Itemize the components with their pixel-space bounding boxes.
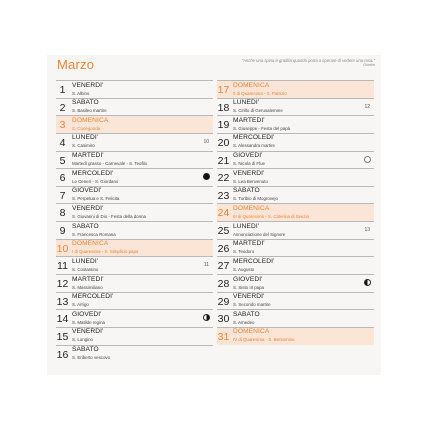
weekday-name: LUNEDI' [233, 222, 260, 230]
day-number: 2 [59, 101, 66, 114]
saint-name: IV di Quaresima - S. Beniamino [233, 337, 295, 343]
calendar-page [47, 55, 381, 375]
saint-name: S. Perpetua e S. Felicita [72, 196, 120, 202]
quote [225, 58, 375, 69]
weekday-name: SABATO [72, 346, 99, 354]
saint-name: S. Sisto III papa [233, 284, 264, 290]
day-row [217, 274, 374, 292]
weekday-name: DOMENICA [233, 204, 270, 212]
weekday-name: VENERDI' [72, 204, 104, 212]
day-number: 25 [217, 225, 230, 238]
weekday-name: SABATO [233, 187, 260, 195]
day-row [217, 221, 374, 239]
day-row [56, 115, 213, 133]
weekday-name: DOMENICA [72, 240, 109, 248]
full-moon-icon [364, 156, 371, 163]
day-number: 27 [217, 260, 230, 273]
day-row [56, 203, 213, 221]
weekday-name: VENERDI' [72, 81, 104, 89]
saint-name: S. Basileo martire [72, 108, 107, 114]
weekday-name: GIOVEDI' [72, 310, 102, 318]
saint-name: S. Giovanni di Dio - Festa della donna [72, 213, 146, 219]
weekday-name: LUNEDI' [233, 99, 260, 107]
saint-name: S. Amedeo [233, 319, 255, 325]
day-number: 3 [59, 119, 66, 132]
saint-name: S. Secondo martire [233, 302, 271, 308]
day-row [56, 345, 213, 363]
weekday-name: GIOVEDI' [233, 152, 263, 160]
saint-name: S. Arrigo [72, 302, 89, 308]
saint-name: Martedì grasso - Carnevale - S. Teofilo [72, 161, 148, 167]
day-number: 5 [59, 154, 66, 167]
saint-name: S. Teodoro [233, 249, 255, 255]
saint-name: S. Giuseppe - Festa del papà [233, 125, 291, 131]
day-row [56, 168, 213, 186]
day-number: 1 [59, 84, 66, 96]
weekday-name: SABATO [72, 99, 99, 107]
saint-name: III di Quaresima - S. Caterina di Svezia [233, 213, 309, 219]
day-number: 16 [56, 348, 69, 361]
month-title: Marzo [57, 57, 95, 72]
weekday-name: MERCOLEDI' [72, 169, 114, 177]
saint-name: Le Ceneri - S. Giordano [72, 178, 119, 184]
day-number: 9 [59, 225, 66, 238]
last-quarter-moon-icon [364, 279, 371, 286]
quote-text: "Anche una spina è gradita quando porta a sperare di vedere una rosa." [241, 58, 375, 63]
day-number: 26 [217, 242, 230, 255]
day-number: 29 [217, 295, 230, 308]
weekday-name: MARTEDI' [233, 116, 265, 124]
week-number: 13 [364, 227, 370, 234]
day-number: 7 [59, 189, 66, 202]
saint-name: S. Augusto [233, 266, 255, 272]
day-row [217, 327, 374, 345]
day-number: 18 [217, 101, 230, 114]
day-row [217, 239, 374, 257]
weekday-name: GIOVEDI' [72, 187, 102, 195]
saint-name: II di Quaresima - S. Patrizio [233, 90, 287, 96]
saint-name: S. Matilde regina [72, 319, 105, 325]
day-number: 10 [56, 242, 69, 255]
week-number: 12 [364, 103, 370, 110]
day-row [217, 203, 374, 221]
day-row [56, 221, 213, 239]
day-row [217, 115, 374, 133]
day-row [56, 80, 213, 98]
weekday-name: MARTEDI' [233, 240, 265, 248]
weekday-name: GIOVEDI' [233, 275, 263, 283]
day-row [217, 168, 374, 186]
saint-name: S. Turibio di Mogrovejo [233, 196, 278, 202]
week-number: 11 [203, 262, 209, 269]
weekday-name: DOMENICA [72, 116, 109, 124]
day-row [56, 327, 213, 345]
weekday-name: DOMENICA [233, 328, 270, 336]
weekday-name: SABATO [233, 310, 260, 318]
day-number: 19 [217, 119, 230, 132]
weekday-name: VENERDI' [233, 293, 265, 301]
day-row [217, 309, 374, 327]
weekday-name: DOMENICA [233, 81, 270, 89]
day-row [56, 239, 213, 257]
week-number: 10 [203, 138, 209, 145]
day-row [217, 292, 374, 310]
day-number: 14 [56, 313, 69, 326]
weekday-name: MERCOLEDI' [233, 134, 275, 142]
day-number: 31 [217, 330, 230, 343]
saint-name: S. Cunegonda [72, 125, 101, 131]
day-row [56, 292, 213, 310]
day-number: 20 [217, 136, 230, 149]
left-day-column [56, 80, 213, 362]
weekday-name: MERCOLEDI' [72, 293, 114, 301]
saint-name: I di Quaresima - S. Simplicio papa [72, 249, 139, 255]
day-number: 4 [59, 136, 66, 149]
saint-name: S. Casimiro [72, 143, 95, 149]
day-row [56, 186, 213, 204]
weekday-name: MARTEDI' [72, 275, 104, 283]
day-row [56, 133, 213, 151]
weekday-name: LUNEDI' [72, 257, 99, 265]
day-number: 23 [217, 189, 230, 202]
day-number: 28 [217, 278, 230, 291]
day-row [56, 98, 213, 116]
weekday-name: MERCOLEDI' [233, 257, 275, 265]
saint-name: S. Eriberto vescovo [72, 355, 111, 361]
day-row [217, 151, 374, 169]
day-number: 8 [59, 207, 66, 220]
day-number: 12 [56, 278, 69, 291]
day-row [217, 98, 374, 116]
day-number: 6 [59, 172, 66, 185]
right-day-column [217, 80, 374, 345]
weekday-name: LUNEDI' [72, 134, 99, 142]
saint-name: S. Lea Benvenuto [233, 178, 268, 184]
weekday-name: VENERDI' [233, 169, 265, 177]
saint-name: Annunciazione del Signore [233, 231, 286, 237]
saint-name: S. Massimiliano [72, 284, 103, 290]
day-number: 11 [57, 260, 68, 273]
saint-name: S. Longino [72, 337, 93, 343]
day-row [217, 186, 374, 204]
day-row [56, 274, 213, 292]
saint-name: S. Francesca Romana [72, 231, 116, 237]
saint-name: S. Costantino [72, 266, 99, 272]
day-row [56, 151, 213, 169]
day-number: 24 [217, 207, 230, 220]
saint-name: S. Nicola di Flue [233, 161, 265, 167]
day-number: 30 [217, 313, 230, 326]
saint-name: S. Cirillo di Gerusalemme [233, 108, 283, 114]
weekday-name: MARTEDI' [72, 152, 104, 160]
day-number: 15 [56, 330, 69, 343]
quote-author: Goethe [363, 63, 375, 68]
weekday-name: VENERDI' [72, 328, 104, 336]
first-quarter-moon-icon [203, 314, 210, 321]
day-row [56, 309, 213, 327]
day-number: 21 [217, 154, 230, 167]
saint-name: S. Albino [72, 90, 90, 96]
day-row [217, 80, 374, 98]
weekday-name: SABATO [72, 222, 99, 230]
day-row [217, 256, 374, 274]
day-row [56, 256, 213, 274]
saint-name: S. Alessandra martire [233, 143, 275, 149]
day-number: 17 [217, 84, 230, 96]
day-number: 13 [56, 295, 69, 308]
day-number: 22 [217, 172, 230, 185]
day-row [217, 133, 374, 151]
new-moon-icon [203, 173, 210, 180]
